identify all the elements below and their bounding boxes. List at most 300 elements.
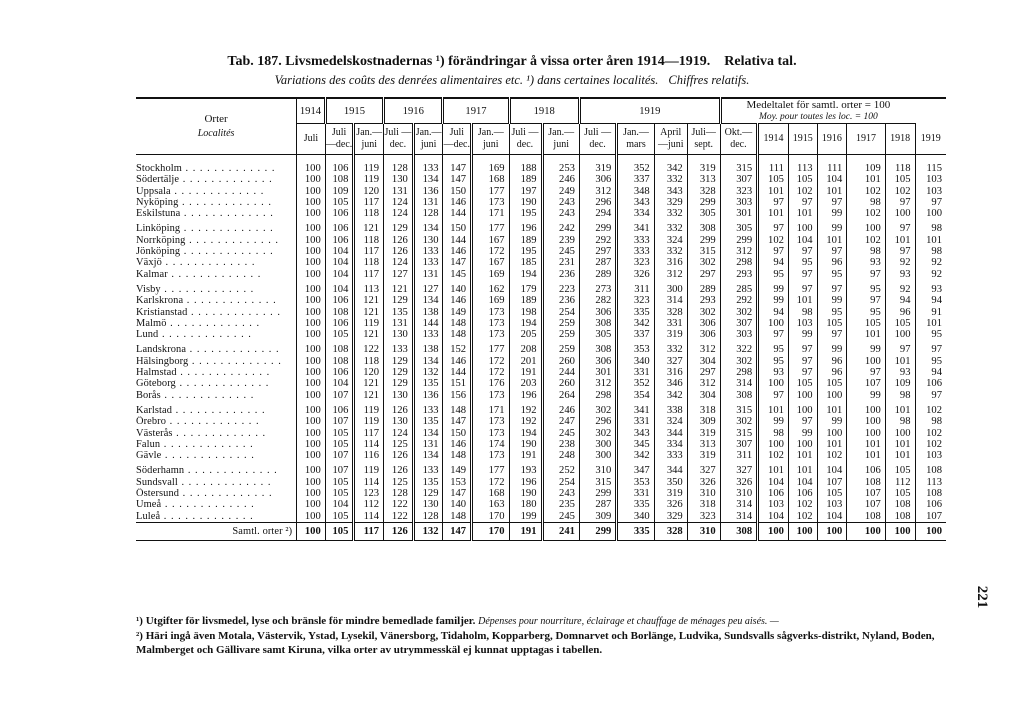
value-cell: 100 (885, 428, 915, 439)
value-cell: 135 (384, 307, 414, 318)
value-cell: 100 (847, 219, 886, 234)
value-cell: 120 (354, 186, 384, 197)
dot-leader: . . . . . . . . . . . . . (166, 416, 260, 428)
value-cell: 323 (617, 295, 654, 306)
value-cell: 298 (579, 390, 616, 401)
value-cell: 147 (443, 174, 472, 185)
value-cell: 319 (687, 155, 720, 175)
value-cell: 198 (509, 307, 542, 318)
value-cell: 92 (885, 280, 915, 295)
table-row (136, 390, 946, 401)
value-cell: 98 (885, 390, 915, 401)
value-cell: 314 (720, 499, 757, 510)
value-cell: 105 (325, 197, 354, 208)
value-cell: 140 (443, 499, 472, 510)
value-cell: 99 (817, 208, 847, 219)
value-cell: 107 (325, 450, 354, 461)
value-cell: 332 (654, 340, 687, 355)
value-cell: 138 (413, 340, 443, 355)
value-cell: 315 (687, 246, 720, 257)
value-cell: 100 (885, 329, 915, 340)
value-cell: 294 (579, 208, 616, 219)
subtitle-relative: Chiffres relatifs. (668, 73, 750, 87)
value-cell: 134 (413, 356, 443, 367)
place-name: Hälsingborg . . . . . . . . . . . . . (136, 355, 282, 367)
value-cell: 100 (297, 450, 326, 461)
place-name: Linköping . . . . . . . . . . . . . (136, 223, 274, 235)
place-name: Umeå . . . . . . . . . . . . . (136, 499, 255, 511)
table-row (136, 174, 946, 185)
value-cell: 105 (758, 174, 789, 185)
value-cell: 310 (579, 461, 616, 476)
value-cell: 105 (325, 329, 354, 340)
value-cell: 300 (579, 439, 616, 450)
value-cell: 249 (542, 186, 579, 197)
place-name: Gävle . . . . . . . . . . . . . (136, 450, 255, 462)
value-cell: 119 (354, 318, 384, 329)
value-cell: 195 (509, 208, 542, 219)
value-cell: 100 (297, 280, 326, 295)
value-cell: 282 (579, 295, 616, 306)
value-cell: 310 (720, 488, 757, 499)
value-cell: 93 (885, 269, 915, 280)
dot-leader: . . . . . . . . . . . . . (184, 465, 278, 477)
value-cell: 95 (915, 356, 946, 367)
value-cell: 289 (687, 280, 720, 295)
value-cell: 311 (720, 450, 757, 461)
value-cell: 100 (297, 511, 326, 523)
value-cell: 100 (297, 428, 326, 439)
year-header: 1917 (443, 98, 509, 124)
value-cell: 97 (788, 367, 817, 378)
mean-year-header: 1916 (817, 124, 847, 155)
period-header: Juli— sept. (687, 124, 720, 155)
value-cell: 100 (297, 356, 326, 367)
value-cell: 97 (885, 197, 915, 208)
place-name: Växjö . . . . . . . . . . . . . (136, 257, 256, 269)
value-cell: 96 (817, 356, 847, 367)
value-cell: 308 (687, 219, 720, 234)
value-cell: 97 (885, 246, 915, 257)
value-cell: 246 (542, 174, 579, 185)
value-cell: 197 (509, 186, 542, 197)
value-cell: 190 (509, 197, 542, 208)
value-cell: 99 (758, 416, 789, 427)
value-cell: 103 (817, 499, 847, 510)
value-cell: 128 (384, 488, 414, 499)
value-cell: 285 (720, 280, 757, 295)
value-cell: 312 (579, 378, 616, 389)
value-cell: 97 (788, 340, 817, 355)
value-cell: 109 (325, 186, 354, 197)
value-cell: 99 (758, 280, 789, 295)
value-cell: 117 (354, 269, 384, 280)
value-cell: 302 (720, 416, 757, 427)
value-cell: 100 (297, 307, 326, 318)
value-cell: 134 (413, 219, 443, 234)
value-cell: 302 (720, 356, 757, 367)
value-cell: 129 (384, 356, 414, 367)
dot-leader: . . . . . . . . . . . . . (181, 163, 276, 174)
value-cell: 135 (413, 378, 443, 389)
value-cell: 192 (509, 401, 542, 416)
value-cell: 111 (817, 155, 847, 175)
value-cell: 149 (443, 461, 472, 476)
value-cell: 101 (817, 401, 847, 416)
value-cell: 173 (472, 428, 509, 439)
value-cell: 100 (915, 208, 946, 219)
value-cell: 102 (788, 511, 817, 523)
value-cell: 146 (443, 295, 472, 306)
value-cell: 205 (509, 329, 542, 340)
value-cell: 162 (472, 280, 509, 295)
value-cell: 127 (413, 280, 443, 295)
value-cell: 98 (915, 416, 946, 427)
table-body (136, 155, 946, 541)
value-cell: 344 (654, 461, 687, 476)
value-cell: 100 (297, 390, 326, 401)
value-cell: 238 (542, 439, 579, 450)
value-cell: 196 (509, 390, 542, 401)
value-cell: 101 (885, 450, 915, 461)
value-cell: 94 (915, 295, 946, 306)
value-cell: 107 (847, 499, 886, 510)
value-cell: 132 (413, 367, 443, 378)
value-cell: 172 (472, 367, 509, 378)
value-cell: 311 (617, 280, 654, 295)
value-cell: 133 (384, 340, 414, 355)
value-cell: 102 (847, 186, 886, 197)
value-cell: 124 (384, 208, 414, 219)
value-cell: 107 (325, 461, 354, 476)
value-cell: 105 (817, 488, 847, 499)
value-cell: 223 (542, 280, 579, 295)
value-cell: 132 (413, 522, 443, 540)
value-cell: 96 (817, 257, 847, 268)
value-cell: 173 (472, 307, 509, 318)
value-cell: 306 (579, 307, 616, 318)
value-cell: 100 (297, 499, 326, 510)
value-cell: 150 (443, 219, 472, 234)
value-cell: 149 (443, 307, 472, 318)
value-cell: 245 (542, 246, 579, 257)
value-cell: 113 (915, 477, 946, 488)
value-cell: 254 (542, 477, 579, 488)
dot-leader: . . . . . . . . . . . . . (176, 367, 271, 379)
table-row (136, 499, 946, 510)
value-cell: 127 (384, 269, 414, 280)
value-cell: 99 (817, 340, 847, 355)
value-cell: 176 (472, 378, 509, 389)
value-cell: 144 (443, 208, 472, 219)
place-name: Jönköping . . . . . . . . . . . . . (136, 246, 274, 258)
value-cell: 324 (654, 416, 687, 427)
value-cell: 301 (720, 208, 757, 219)
value-cell: 98 (915, 246, 946, 257)
value-cell: 125 (384, 439, 414, 450)
value-cell: 100 (817, 522, 847, 540)
value-cell: 147 (443, 416, 472, 427)
value-cell: 113 (788, 155, 817, 175)
value-cell: 306 (687, 329, 720, 340)
value-cell: 163 (472, 499, 509, 510)
value-cell: 99 (847, 340, 886, 355)
value-cell: 97 (758, 390, 789, 401)
value-cell: 340 (617, 511, 654, 523)
value-cell: 348 (617, 186, 654, 197)
place-name: Halmstad . . . . . . . . . . . . . (136, 367, 271, 379)
value-cell: 173 (472, 450, 509, 461)
value-cell: 97 (847, 269, 886, 280)
value-cell: 98 (915, 219, 946, 234)
value-cell: 334 (654, 439, 687, 450)
value-cell: 95 (817, 307, 847, 318)
value-cell: 341 (617, 401, 654, 416)
value-cell: 100 (297, 208, 326, 219)
value-cell: 260 (542, 378, 579, 389)
value-cell: 106 (325, 155, 354, 175)
value-cell: 133 (413, 329, 443, 340)
value-cell: 112 (885, 477, 915, 488)
period-header: Juli —dec. (384, 124, 414, 155)
value-cell: 101 (885, 401, 915, 416)
table-row (136, 511, 946, 523)
value-cell: 242 (542, 219, 579, 234)
value-cell: 308 (579, 318, 616, 329)
value-cell: 173 (472, 329, 509, 340)
value-cell: 337 (617, 174, 654, 185)
value-cell: 101 (817, 235, 847, 246)
data-table (136, 97, 946, 541)
value-cell: 179 (509, 280, 542, 295)
value-cell: 95 (758, 356, 789, 367)
place-name: Borås . . . . . . . . . . . . . (136, 389, 255, 401)
place-name: Västerås . . . . . . . . . . . . . (136, 427, 267, 439)
value-cell: 103 (758, 499, 789, 510)
place-name: Sundsvall . . . . . . . . . . . . . (136, 476, 272, 488)
place-name: Östersund . . . . . . . . . . . . . (136, 488, 273, 500)
value-cell: 131 (384, 186, 414, 197)
value-cell: 106 (325, 208, 354, 219)
year-header: 1916 (384, 98, 443, 124)
dot-leader: . . . . . . . . . . . . . (167, 268, 262, 280)
dot-leader: . . . . . . . . . . . . . (185, 234, 280, 246)
value-cell: 100 (297, 269, 326, 280)
value-cell: 254 (542, 307, 579, 318)
value-cell: 306 (579, 174, 616, 185)
value-cell: 310 (687, 522, 720, 540)
value-cell: 203 (509, 378, 542, 389)
value-cell: 289 (579, 269, 616, 280)
value-cell: 331 (617, 367, 654, 378)
value-cell: 192 (509, 416, 542, 427)
value-cell: 194 (509, 318, 542, 329)
value-cell: 310 (687, 488, 720, 499)
value-cell: 191 (509, 522, 542, 540)
dot-leader: . . . . . . . . . . . . . (170, 185, 265, 197)
value-cell: 292 (579, 235, 616, 246)
dot-leader: . . . . . . . . . . . . . (160, 510, 254, 522)
value-cell: 129 (384, 367, 414, 378)
value-cell: 97 (847, 295, 886, 306)
value-cell: 104 (788, 477, 817, 488)
value-cell: 302 (579, 401, 616, 416)
value-cell: 105 (788, 378, 817, 389)
value-cell: 97 (788, 356, 817, 367)
value-cell: 146 (443, 439, 472, 450)
value-cell: 94 (915, 367, 946, 378)
value-cell: 100 (758, 439, 789, 450)
value-cell: 144 (413, 318, 443, 329)
value-cell: 172 (472, 356, 509, 367)
value-cell: 124 (384, 197, 414, 208)
value-cell: 148 (443, 511, 472, 523)
value-cell: 297 (579, 246, 616, 257)
value-cell: 101 (817, 439, 847, 450)
value-cell: 100 (758, 318, 789, 329)
value-cell: 302 (579, 428, 616, 439)
value-cell: 190 (509, 439, 542, 450)
value-cell: 195 (509, 246, 542, 257)
value-cell: 95 (847, 307, 886, 318)
value-cell: 100 (817, 428, 847, 439)
value-cell: 287 (579, 499, 616, 510)
value-cell: 307 (720, 439, 757, 450)
dot-leader: . . . . . . . . . . . . . (160, 389, 255, 401)
period-header: Jan.— juni (354, 124, 384, 155)
value-cell: 170 (472, 511, 509, 523)
value-cell: 194 (509, 428, 542, 439)
value-cell: 148 (443, 318, 472, 329)
value-cell: 335 (617, 499, 654, 510)
value-cell: 114 (354, 511, 384, 523)
value-cell: 326 (687, 477, 720, 488)
value-cell: 337 (617, 329, 654, 340)
value-cell: 129 (384, 219, 414, 234)
value-cell: 97 (788, 280, 817, 295)
table-row (136, 246, 946, 257)
value-cell: 93 (758, 367, 789, 378)
place-name: Söderhamn . . . . . . . . . . . . . (136, 465, 278, 477)
value-cell: 243 (542, 488, 579, 499)
value-cell: 100 (297, 295, 326, 306)
value-cell: 113 (354, 280, 384, 295)
value-cell: 97 (915, 197, 946, 208)
value-cell: 302 (687, 257, 720, 268)
value-cell: 136 (413, 186, 443, 197)
value-cell: 102 (788, 186, 817, 197)
value-cell: 100 (788, 401, 817, 416)
value-cell: 121 (354, 295, 384, 306)
value-cell: 341 (617, 219, 654, 234)
value-cell: 338 (654, 401, 687, 416)
value-cell: 344 (654, 428, 687, 439)
value-cell: 104 (325, 257, 354, 268)
table-row (136, 318, 946, 329)
value-cell: 168 (472, 488, 509, 499)
place-name: Visby . . . . . . . . . . . . . (136, 283, 255, 295)
dot-leader: . . . . . . . . . . . . . (172, 427, 267, 439)
table-row (136, 235, 946, 246)
value-cell: 106 (847, 461, 886, 476)
value-cell: 273 (579, 280, 616, 295)
year-header: 1915 (325, 98, 383, 124)
value-cell: 122 (384, 511, 414, 523)
value-cell: 243 (542, 208, 579, 219)
value-cell: 135 (413, 477, 443, 488)
mean-header: Medeltalet för samtl. orter = 100 Moy. pour toutes les loc. = 100 (720, 98, 915, 124)
value-cell: 126 (384, 461, 414, 476)
value-cell: 130 (384, 174, 414, 185)
value-cell: 119 (354, 401, 384, 416)
value-cell: 174 (472, 439, 509, 450)
value-cell: 133 (413, 461, 443, 476)
dot-leader: . . . . . . . . . . . . . (188, 355, 282, 367)
value-cell: 97 (758, 219, 789, 234)
value-cell: 106 (758, 488, 789, 499)
value-cell: 100 (817, 390, 847, 401)
value-cell: 301 (579, 367, 616, 378)
value-cell: 97 (788, 197, 817, 208)
value-cell: 343 (654, 186, 687, 197)
dot-leader: . . . . . . . . . . . . . (160, 438, 254, 450)
value-cell: 334 (617, 208, 654, 219)
value-cell: 102 (915, 428, 946, 439)
value-cell: 97 (788, 246, 817, 257)
value-cell: 122 (354, 340, 384, 355)
value-cell: 98 (758, 428, 789, 439)
value-cell: 147 (443, 155, 472, 175)
value-cell: 134 (413, 295, 443, 306)
value-cell: 106 (915, 378, 946, 389)
value-cell: 108 (915, 461, 946, 476)
year-header: 1914 (297, 98, 326, 124)
value-cell: 129 (384, 295, 414, 306)
value-cell: 102 (788, 499, 817, 510)
value-cell: 173 (472, 197, 509, 208)
value-cell: 333 (617, 235, 654, 246)
value-cell: 100 (885, 208, 915, 219)
value-cell: 306 (579, 356, 616, 367)
value-cell: 100 (297, 439, 326, 450)
value-cell: 180 (509, 499, 542, 510)
value-cell: 100 (297, 318, 326, 329)
value-cell: 105 (325, 488, 354, 499)
value-cell: 100 (297, 174, 326, 185)
dot-leader: . . . . . . . . . . . . . (187, 306, 281, 318)
value-cell: 243 (542, 197, 579, 208)
table-row (136, 280, 946, 295)
value-cell: 352 (617, 378, 654, 389)
value-cell: 340 (617, 356, 654, 367)
value-cell: 102 (915, 401, 946, 416)
year-header: 1919 (579, 98, 720, 124)
value-cell: 292 (720, 295, 757, 306)
value-cell: 95 (817, 269, 847, 280)
dot-leader: . . . . . . . . . . . . . (161, 450, 255, 462)
table-row (136, 488, 946, 499)
value-cell: 133 (413, 246, 443, 257)
value-cell: 100 (297, 488, 326, 499)
value-cell: 342 (617, 450, 654, 461)
value-cell: 170 (472, 522, 509, 540)
value-cell: 346 (654, 378, 687, 389)
dot-leader: . . . . . . . . . . . . . (175, 378, 270, 390)
value-cell: 100 (297, 477, 326, 488)
value-cell: 136 (413, 390, 443, 401)
value-cell: 101 (758, 401, 789, 416)
value-cell: 302 (720, 307, 757, 318)
